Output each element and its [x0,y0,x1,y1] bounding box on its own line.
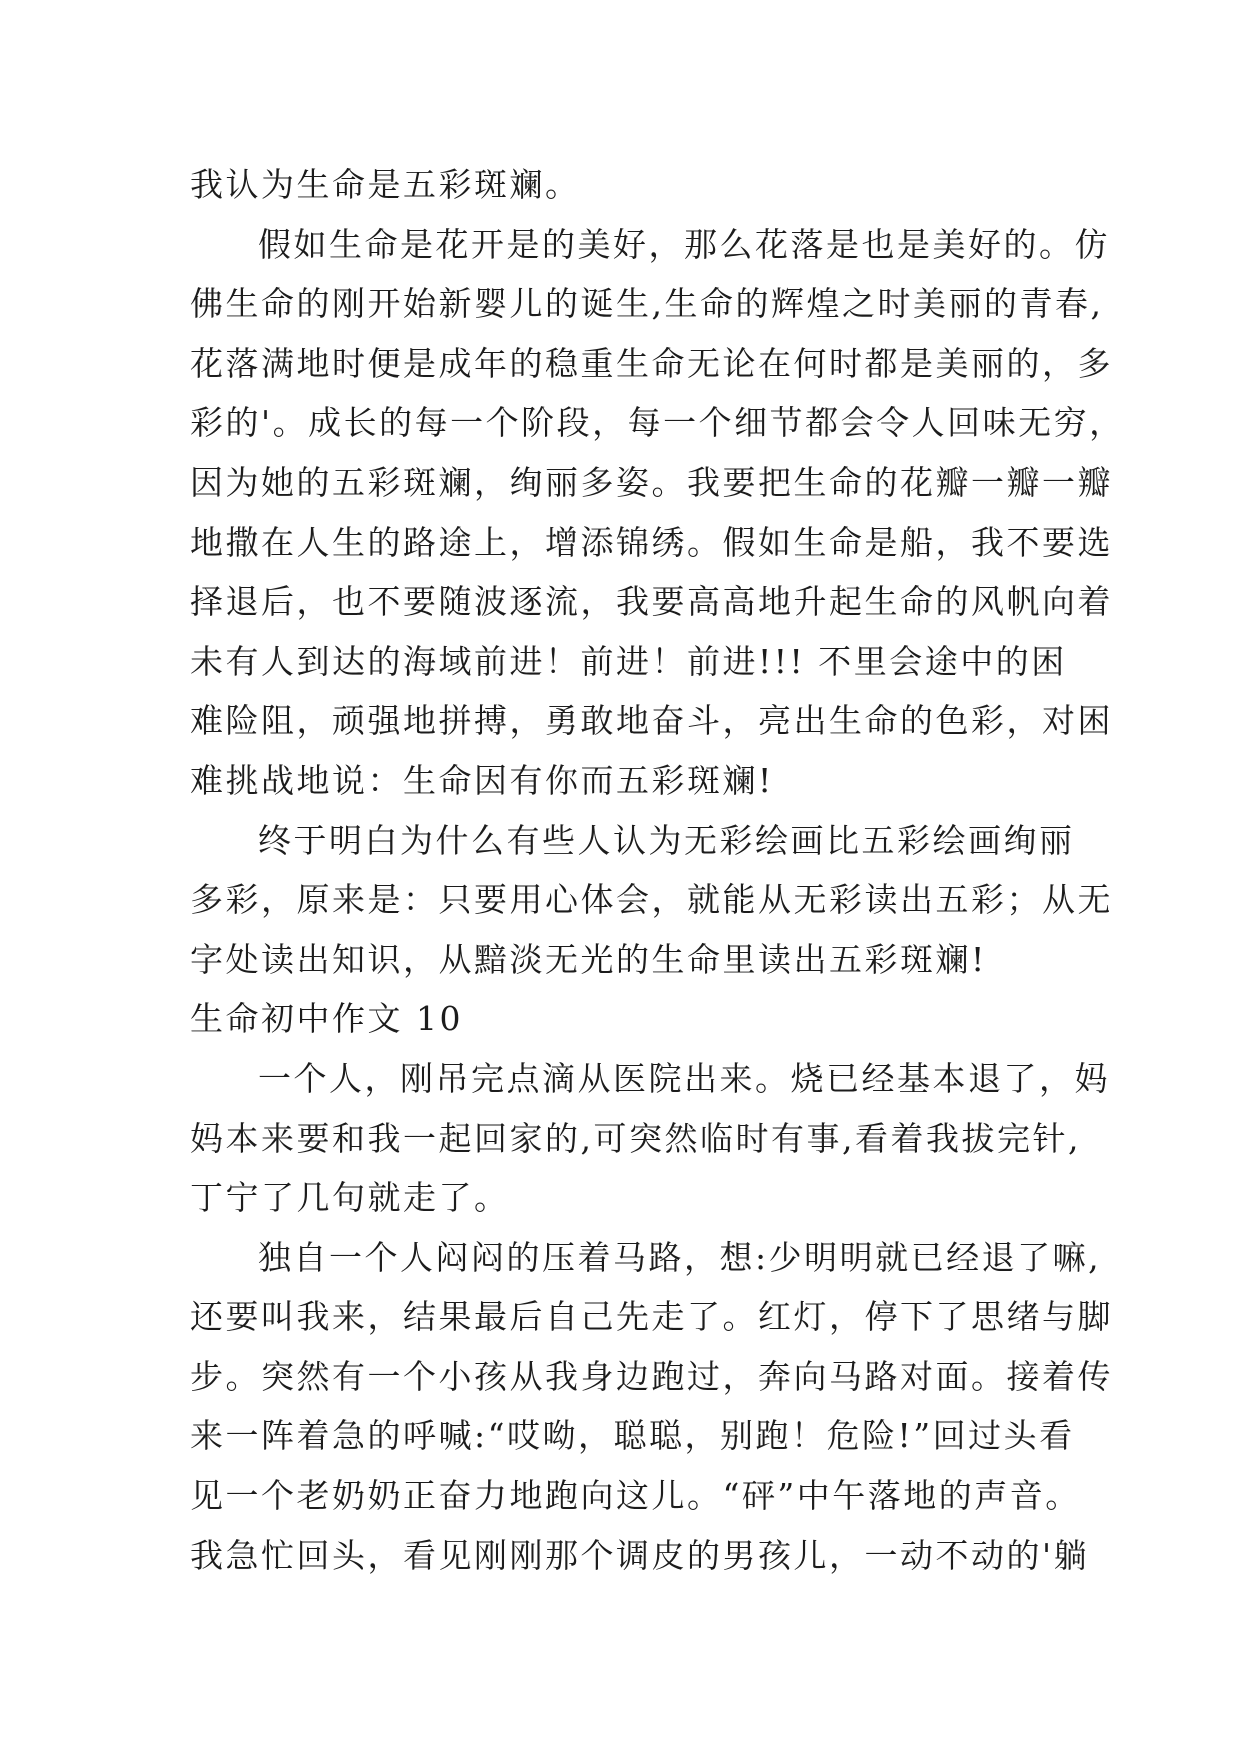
text-line: 字处读出知识，从黯淡无光的生命里读出五彩斑斓! [190,939,987,979]
paragraph-first-line: 终于明白为什么有些人认为无彩绘画比五彩绘画绚丽 [258,820,1075,860]
text-line: 地撒在人生的路途上，增添锦绣。假如生命是船，我不要选 [190,522,1113,562]
text-line: 还要叫我来，结果最后自己先走了。红灯，停下了思绪与脚 [190,1297,1113,1337]
document-body [190,155,1125,1585]
text-line: 我急忙回头，看见刚刚那个调皮的男孩儿，一动不动的'躺 [190,1535,1090,1575]
paragraph-first-line: 一个人，刚吊完点滴从医院出来。烧已经基本退了，妈 [258,1058,1110,1098]
text-line: 择退后，也不要随波逐流，我要高高地升起生命的风帆向着 [190,582,1113,622]
text-line: 来一阵着急的呼喊:“哎呦，聪聪，别跑！危险!”回过头看 [190,1416,1075,1456]
text-line: 多彩，原来是：只要用心体会，就能从无彩读出五彩；从无 [190,880,1113,920]
section-heading: 生命初中作文 10 [190,999,463,1039]
text-line: 彩的'。成长的每一个阶段，每一个细节都会令人回味无穷， [190,403,1125,443]
text-line: 妈本来要和我一起回家的,可突然临时有事,看着我拔完针, [190,1118,1081,1158]
text-line: 因为她的五彩斑斓，绚丽多姿。我要把生命的花瓣一瓣一瓣 [190,462,1113,502]
text-line: 未有人到达的海域前进！前进！前进!!! 不里会途中的困 [190,641,1067,681]
text-line: 步。突然有一个小孩从我身边跑过，奔向马路对面。接着传 [190,1356,1113,1396]
text-line: 难险阻，顽强地拼搏，勇敢地奋斗，亮出生命的色彩，对困 [190,701,1113,741]
text-line: 我认为生命是五彩斑斓。 [190,165,581,204]
text-line: 花落满地时便是成年的稳重生命无论在何时都是美丽的，多 [190,343,1113,383]
paragraph-first-line: 假如生命是花开是的美好，那么花落是也是美好的。仿 [258,224,1110,264]
text-line: 见一个老奶奶正奋力地跑向这儿。“砰”中午落地的声音。 [190,1476,1081,1516]
text-line: 佛生命的刚开始新婴儿的诞生,生命的辉煌之时美丽的青春, [190,284,1104,324]
paragraph-first-line: 独自一个人闷闷的压着马路，想:少明明就已经退了嘛, [258,1237,1102,1277]
text-line: 丁宁了几句就走了。 [190,1178,510,1218]
text-line: 难挑战地说：生命因有你而五彩斑斓! [190,760,774,800]
